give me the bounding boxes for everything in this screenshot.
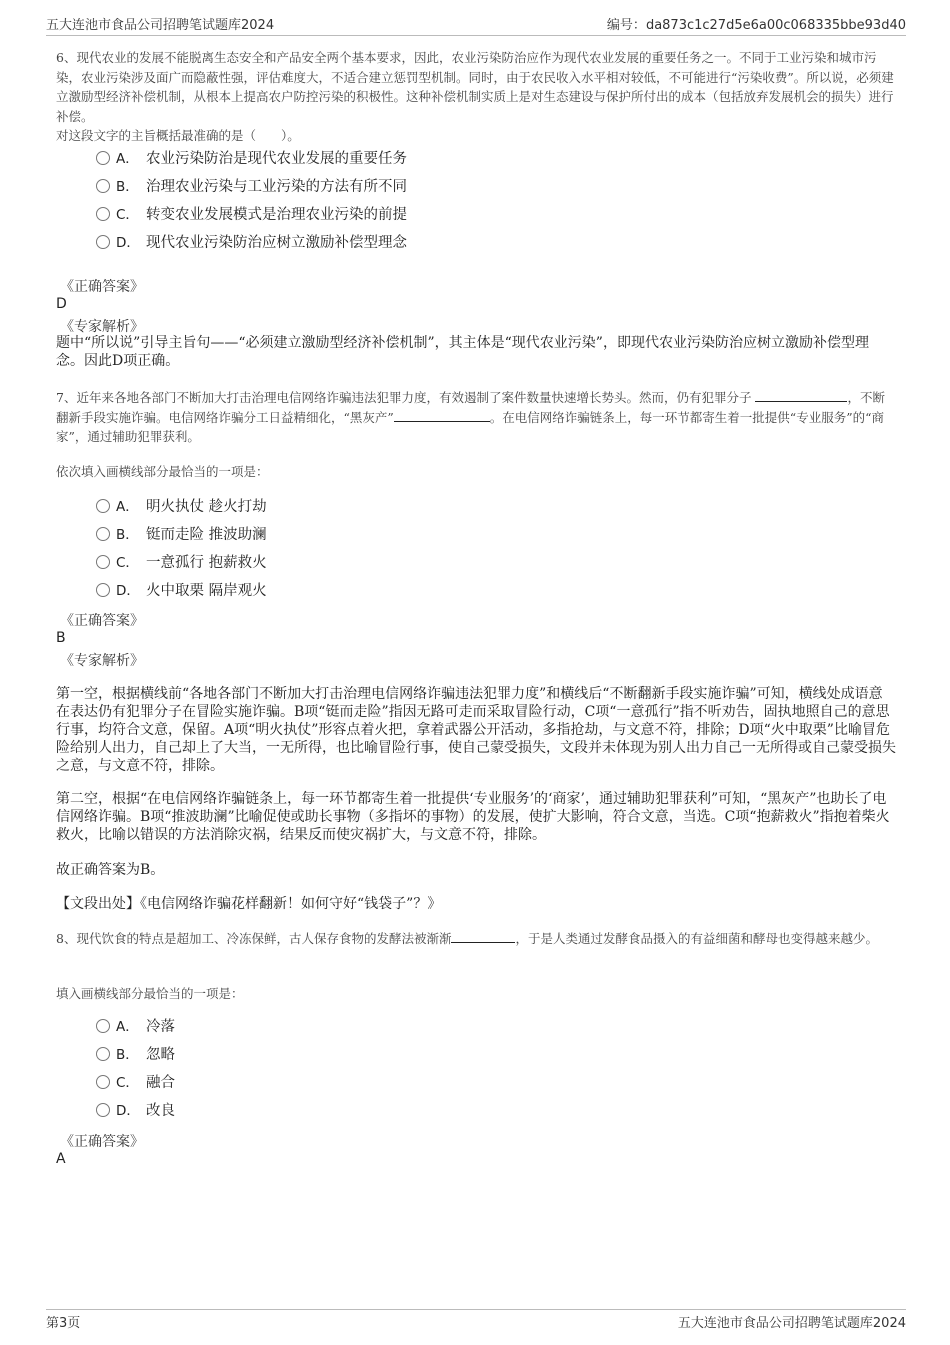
question-7-prompt: 依次填入画横线部分最恰当的一项是： xyxy=(56,464,269,479)
option-text: 转变农业发展模式是治理农业污染的前提 xyxy=(146,207,407,223)
option-text: 农业污染防治是现代农业发展的重要任务 xyxy=(146,151,407,167)
q8-option-d[interactable]: D． 改良 xyxy=(96,1100,175,1122)
q8-option-a[interactable]: A． 冷落 xyxy=(96,1016,175,1038)
q7-answer: B xyxy=(56,630,66,646)
footer-divider xyxy=(46,1309,906,1310)
radio-icon[interactable] xyxy=(96,499,110,513)
radio-icon[interactable] xyxy=(96,583,110,597)
q6-option-a[interactable]: A． 农业污染防治是现代农业发展的重要任务 xyxy=(96,148,407,170)
q7-answer-label: 《正确答案》 xyxy=(60,613,144,629)
radio-icon[interactable] xyxy=(96,1047,110,1061)
q6-answer: D xyxy=(56,296,67,312)
question-8-prompt: 填入画横线部分最恰当的一项是： xyxy=(56,986,244,1001)
page-number: 第3页 xyxy=(46,1316,81,1331)
q8-option-b[interactable]: B． 忽略 xyxy=(96,1044,175,1066)
q8-answer: A xyxy=(56,1151,66,1167)
option-text: 融合 xyxy=(146,1075,175,1091)
footer-title: 五大连池市食品公司招聘笔试题库2024 xyxy=(677,1316,906,1331)
option-text: 火中取栗 隔岸观火 xyxy=(146,583,267,599)
q7-analysis-para-1: 第一空，根据横线前“各地各部门不断加大打击治理电信网络诈骗违法犯罪力度”和横线后“不断翻新手段实施诈骗”可知，横线处成语意在表达仍有犯罪分子在冒险实施诈骗。B项“铤而走险”指因无路可走而采取冒险行动，C项“一意孤行”指不听劝告，固执地照自己的意思行事，均符合文意，保留。A项“明火执仗”形容点着火把，拿着武器公开活动，多指抢劫，与文意不符，排除；D项“火中取栗”比喻冒危险给别人出力，自己却上了大当，一无所得，也比喻冒险行事，使自己蒙受损失，文段并未体现为别人出力自己一无所得或自己蒙受损失之意，与文意不符，排除。 xyxy=(56,686,896,774)
q7-option-c[interactable]: C． 一意孤行 抱薪救火 xyxy=(96,552,267,574)
q7-analysis-para-3: 故正确答案为B。 xyxy=(56,862,165,878)
question-6-text xyxy=(56,48,896,146)
option-text: 一意孤行 抱薪救火 xyxy=(146,555,267,571)
q6-analysis-label: 《专家解析》 xyxy=(60,319,144,335)
q6-option-c[interactable]: C． 转变农业发展模式是治理农业污染的前提 xyxy=(96,204,407,226)
q7-analysis-para-2: 第二空，根据“在电信网络诈骗链条上，每一环节都寄生着一批提供‘专业服务’的‘商家’，通过辅助犯罪获利”可知，“黑灰产”也助长了电信网络诈骗。B项“推波助澜”比喻促使或助长事物（多指坏的事物）的发展，使扩大影响，符合文意，当选。C项“抱薪救火”指抱着柴火救火，比喻以错误的方法消除灾祸，结果反而使灾祸扩大，与文意不符，排除。 xyxy=(56,791,890,843)
radio-icon[interactable] xyxy=(96,1075,110,1089)
option-text: 铤而走险 推波助澜 xyxy=(146,527,267,543)
fill-blank-1 xyxy=(755,389,847,402)
q7-option-a[interactable]: A． 明火执仗 趁火打劫 xyxy=(96,496,267,518)
question-6-prompt: 对这段文字的主旨概括最准确的是（ ）。 xyxy=(56,128,300,143)
radio-icon[interactable] xyxy=(96,527,110,541)
fill-blank-2 xyxy=(394,409,490,422)
q6-answer-label: 《正确答案》 xyxy=(60,279,144,295)
q7-analysis-label: 《专家解析》 xyxy=(60,653,144,669)
question-7-text: 7、近年来各地各部门不断加大打击治理电信网络诈骗违法犯罪力度，有效遏制了案件数量快速增长势头。然而，仍有犯罪分子 ，不断翻新手段实施诈骗。电信网络诈骗分工日益精细化，“黑灰产” 。在电信网络诈骗链条上，每一环节都寄生着一批提供“专业服务”的“商家”，通过辅助犯罪获利。 xyxy=(56,390,885,444)
option-text: 冷落 xyxy=(146,1019,175,1035)
header-divider xyxy=(46,35,906,36)
radio-icon[interactable] xyxy=(96,207,110,221)
header-title: 五大连池市食品公司招聘笔试题库2024 xyxy=(46,18,275,33)
option-text: 治理农业污染与工业污染的方法有所不同 xyxy=(146,179,407,195)
question-8-text: 8、现代饮食的特点是超加工、冷冻保鲜，古人保存食物的发酵法被渐渐 ，于是人类通过发酵食品摄入的有益细菌和酵母也变得越来越少。 xyxy=(56,931,878,946)
fill-blank-1 xyxy=(451,930,515,943)
q6-option-d[interactable]: D． 现代农业污染防治应树立激励补偿型理念 xyxy=(96,232,407,254)
radio-icon[interactable] xyxy=(96,151,110,165)
q7-option-b[interactable]: B． 铤而走险 推波助澜 xyxy=(96,524,267,546)
radio-icon[interactable] xyxy=(96,1103,110,1117)
radio-icon[interactable] xyxy=(96,179,110,193)
page-footer xyxy=(46,1312,906,1332)
q7-option-d[interactable]: D． 火中取栗 隔岸观火 xyxy=(96,580,267,602)
question-6-body: 6、现代农业的发展不能脱离生态安全和产品安全两个基本要求，因此，农业污染防治应作为现代农业发展的重要任务之一。不同于工业污染和城市污染，农业污染涉及面广而隐蔽性强，评估难度大，不适合建立惩罚型机制。同时，由于农民收入水平相对较低，不可能进行“污染收费”。所以说，必须建立激励型经济补偿机制，从根本上提高农户防控污染的积极性。这种补偿机制实质上是对生态建设与保护所付出的成本（包括放弃发展机会的损失）进行补偿。 xyxy=(56,50,894,124)
radio-icon[interactable] xyxy=(96,555,110,569)
option-text: 现代农业污染防治应树立激励补偿型理念 xyxy=(146,235,407,251)
page-header xyxy=(46,14,906,34)
radio-icon[interactable] xyxy=(96,1019,110,1033)
radio-icon[interactable] xyxy=(96,235,110,249)
q8-option-c[interactable]: C． 融合 xyxy=(96,1072,175,1094)
q8-answer-label: 《正确答案》 xyxy=(60,1134,144,1150)
option-text: 明火执仗 趁火打劫 xyxy=(146,499,267,515)
header-code xyxy=(607,14,906,33)
q7-source: 【文段出处】《电信网络诈骗花样翻新！如何守好“钱袋子”？》 xyxy=(56,896,442,912)
header-code-value: da873c1c27d5e6a00c068335bbe93d40 xyxy=(645,18,906,33)
q6-analysis: 题中“所以说”引导主旨句——“必须建立激励型经济补偿机制”，其主体是“现代农业污染”，即现代农业污染防治应树立激励补偿型理念。因此D项正确。 xyxy=(56,335,869,369)
header-code-label: 编号： xyxy=(606,18,646,33)
q6-option-b[interactable]: B． 治理农业污染与工业污染的方法有所不同 xyxy=(96,176,407,198)
option-text: 改良 xyxy=(146,1103,175,1119)
option-text: 忽略 xyxy=(146,1047,175,1063)
